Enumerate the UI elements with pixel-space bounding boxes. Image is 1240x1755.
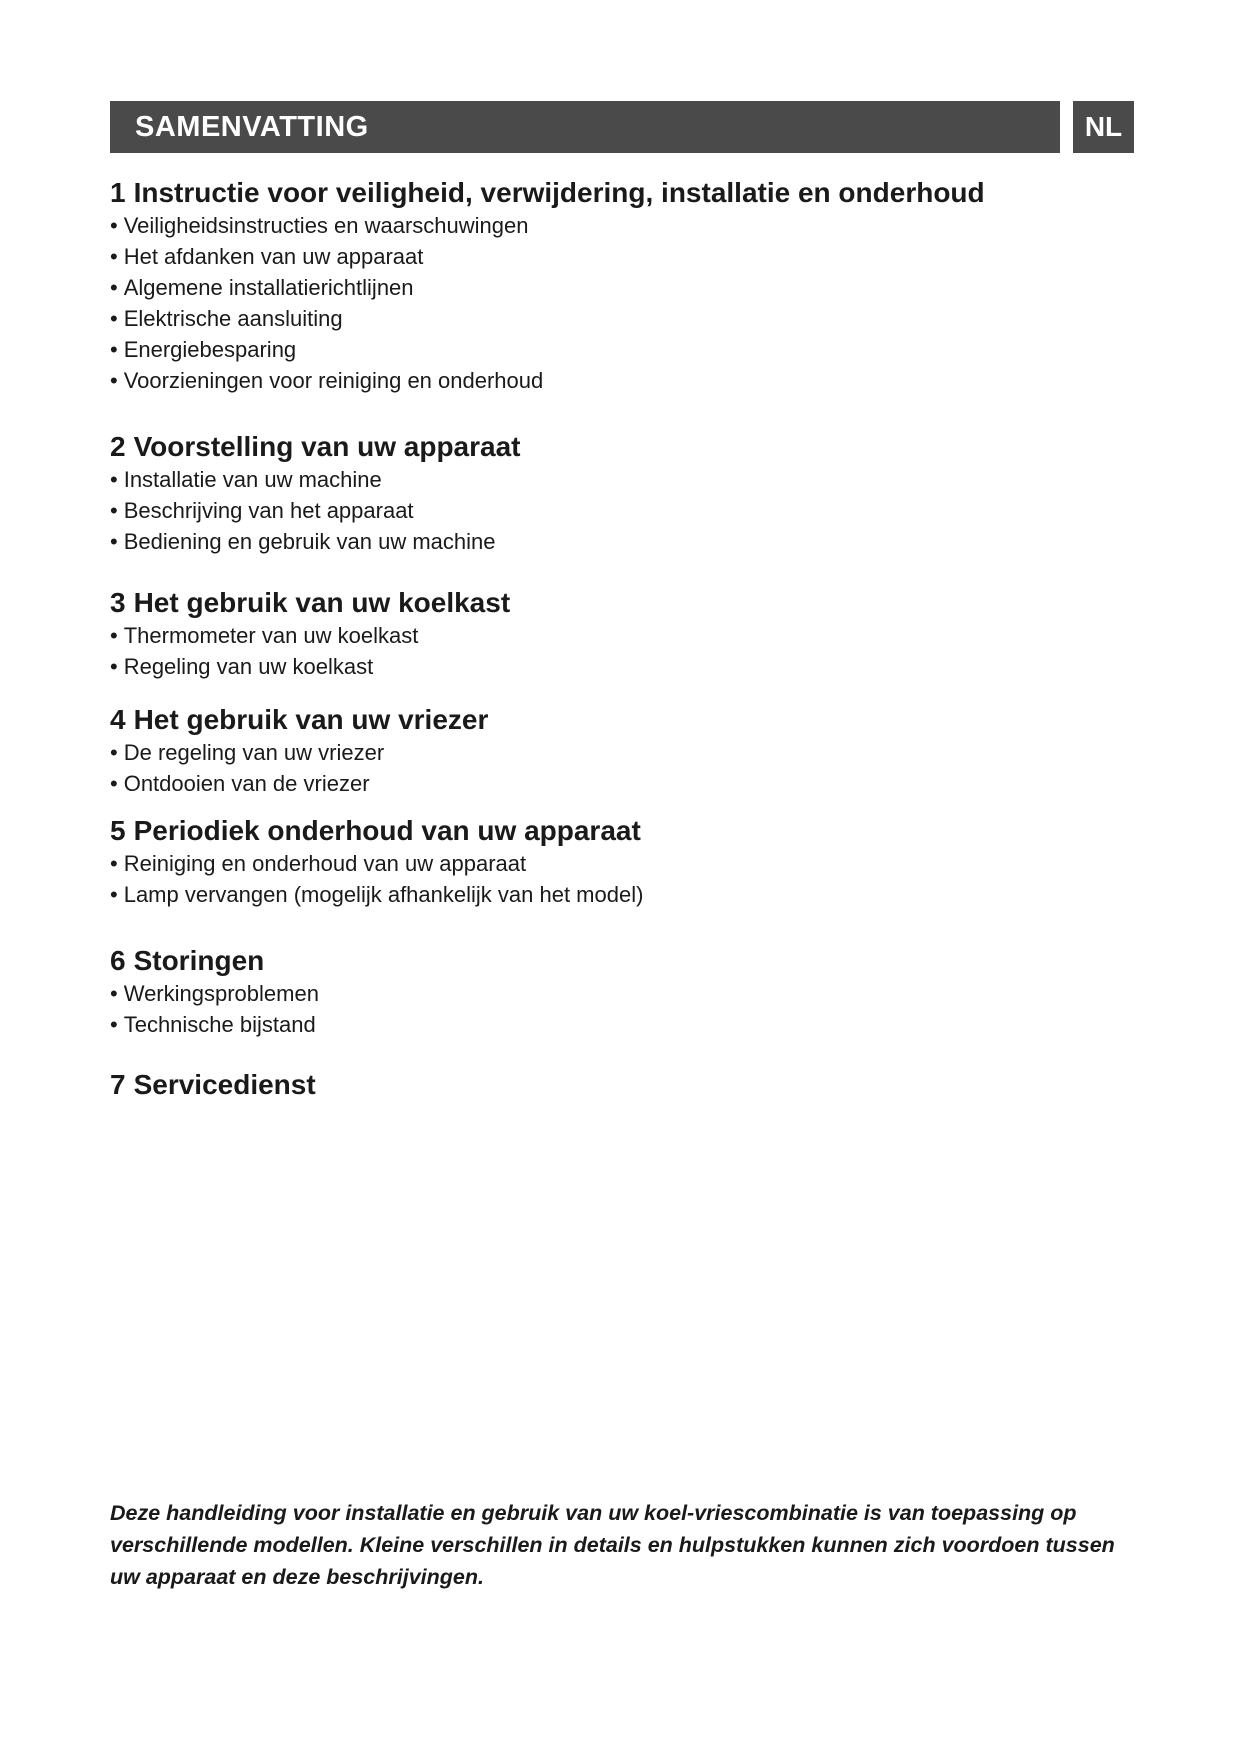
section-number: 3	[110, 587, 126, 618]
section-title: Periodiek onderhoud van uw apparaat	[133, 815, 641, 846]
section-number: 6	[110, 945, 126, 976]
bullet-icon: •	[110, 337, 118, 362]
list-item[interactable]: • Bediening en gebruik van uw machine	[110, 529, 496, 554]
toc-section-5	[110, 814, 1140, 910]
bullet-icon: •	[110, 275, 118, 300]
section-heading[interactable]	[110, 703, 1140, 737]
list-item[interactable]: • De regeling van uw vriezer	[110, 740, 385, 765]
section-item-list	[110, 210, 1140, 396]
bullet-icon: •	[110, 623, 118, 648]
section-number: 4	[110, 704, 126, 735]
section-title: Storingen	[133, 945, 265, 976]
list-item[interactable]: • Energiebesparing	[110, 337, 297, 362]
bullet-icon: •	[110, 368, 118, 393]
section-number: 7	[110, 1069, 126, 1100]
language-badge: NL	[1073, 101, 1134, 153]
bullet-icon: •	[110, 771, 118, 796]
list-item[interactable]: • Lamp vervangen (mogelijk afhankelijk van het model)	[110, 882, 644, 907]
bullet-icon: •	[110, 740, 118, 765]
bullet-icon: •	[110, 529, 118, 554]
list-item[interactable]: • Technische bijstand	[110, 1012, 316, 1037]
list-item[interactable]: • Veiligheidsinstructies en waarschuwingen	[110, 213, 529, 238]
bullet-icon: •	[110, 244, 118, 269]
toc-section-1	[110, 176, 1140, 396]
section-title: Instructie voor veiligheid, verwijdering, installatie en onderhoud	[133, 177, 985, 208]
list-item[interactable]: • Ontdooien van de vriezer	[110, 771, 370, 796]
section-title: Servicedienst	[133, 1069, 316, 1100]
section-heading[interactable]	[110, 586, 1140, 620]
section-title: Het gebruik van uw koelkast	[133, 587, 511, 618]
section-heading[interactable]	[110, 814, 1140, 848]
section-number: 2	[110, 431, 126, 462]
section-item-list	[110, 978, 1140, 1040]
section-heading[interactable]	[110, 430, 1140, 464]
section-item-list	[110, 848, 1140, 910]
section-title: Voorstelling van uw apparaat	[133, 431, 521, 462]
section-heading[interactable]	[110, 944, 1140, 978]
toc-section-4	[110, 703, 1140, 799]
toc-section-6	[110, 944, 1140, 1040]
bullet-icon: •	[110, 213, 118, 238]
bullet-icon: •	[110, 851, 118, 876]
section-item-list	[110, 620, 1140, 682]
section-heading[interactable]	[110, 176, 1140, 210]
list-item[interactable]: • Het afdanken van uw apparaat	[110, 244, 424, 269]
footnote-disclaimer: Deze handleiding voor installatie en gebruik van uw koel-vriescombinatie is van toepassing op verschillende modellen. Kleine verschillen in details en hulpstukken kunnen zich voordoen tussen uw apparaat en deze beschrijvingen.	[110, 1501, 1115, 1589]
bullet-icon: •	[110, 981, 118, 1006]
list-item[interactable]: • Elektrische aansluiting	[110, 306, 343, 331]
section-number: 5	[110, 815, 126, 846]
bullet-icon: •	[110, 498, 118, 523]
bullet-icon: •	[110, 306, 118, 331]
section-item-list	[110, 737, 1140, 799]
bullet-icon: •	[110, 654, 118, 679]
section-title: Het gebruik van uw vriezer	[133, 704, 489, 735]
toc-section-2	[110, 430, 1140, 557]
list-item[interactable]: • Thermometer van uw koelkast	[110, 623, 419, 648]
list-item[interactable]: • Reiniging en onderhoud van uw apparaat	[110, 851, 527, 876]
bullet-icon: •	[110, 882, 118, 907]
list-item[interactable]: • Werkingsproblemen	[110, 981, 319, 1006]
list-item[interactable]: • Voorzieningen voor reiniging en onderhoud	[110, 368, 544, 393]
bullet-icon: •	[110, 1012, 118, 1037]
list-item[interactable]: • Regeling van uw koelkast	[110, 654, 374, 679]
section-number: 1	[110, 177, 126, 208]
bullet-icon: •	[110, 467, 118, 492]
section-heading[interactable]	[110, 1068, 1140, 1102]
toc-section-3	[110, 586, 1140, 682]
section-item-list	[110, 464, 1140, 557]
list-item[interactable]: • Algemene installatierichtlijnen	[110, 275, 414, 300]
list-item[interactable]: • Beschrijving van het apparaat	[110, 498, 414, 523]
list-item[interactable]: • Installatie van uw machine	[110, 467, 382, 492]
toc-section-7	[110, 1068, 1140, 1102]
page-header-title: SAMENVATTING	[110, 101, 1060, 153]
